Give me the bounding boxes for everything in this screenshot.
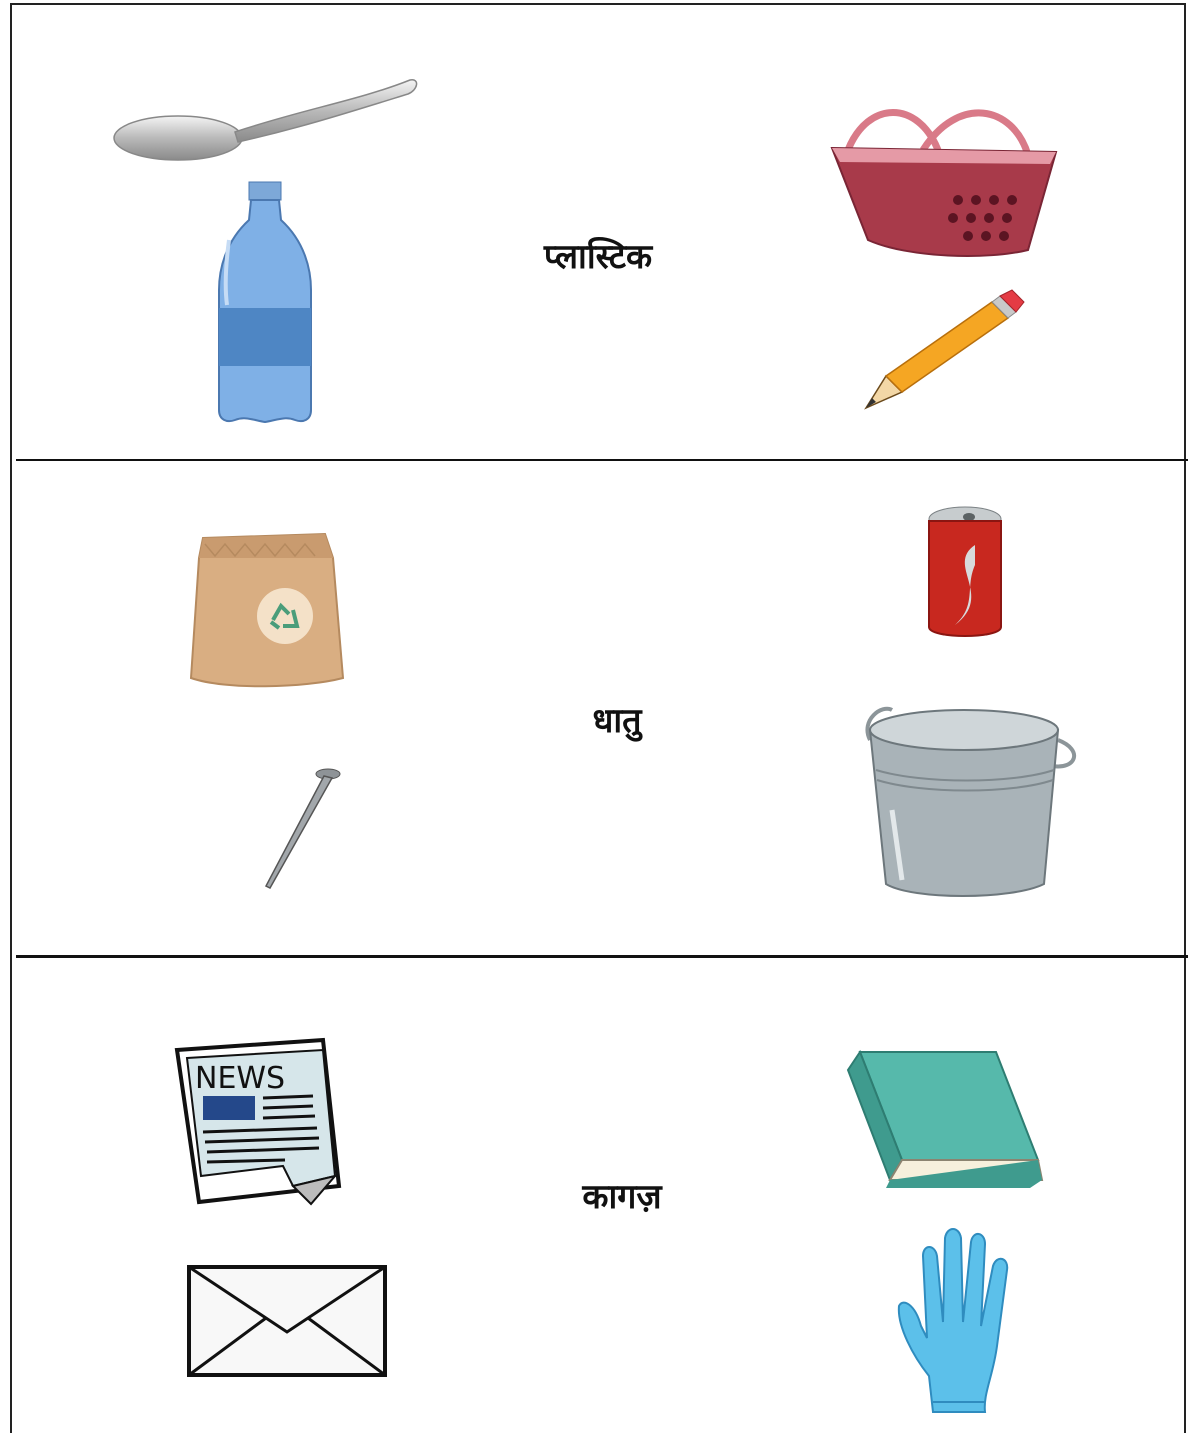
section-divider-1 <box>16 459 1188 461</box>
envelope-icon <box>186 1264 388 1378</box>
newspaper-icon <box>173 1036 343 1206</box>
spoon-icon <box>110 70 420 165</box>
pencil-icon <box>862 288 1027 413</box>
bucket-icon <box>862 700 1080 900</box>
basket-icon <box>828 100 1060 260</box>
book-icon <box>846 1050 1044 1190</box>
section-label-paper: कागज़ <box>582 1177 662 1217</box>
glove-icon <box>893 1226 1025 1414</box>
section-label-plastic: प्लास्टिक <box>543 237 653 277</box>
nail-icon <box>262 766 342 892</box>
section-divider-2 <box>16 955 1188 958</box>
plastic-bottle-icon <box>215 180 315 425</box>
newspaper-headline: NEWS <box>195 1061 286 1096</box>
paper-bag-icon <box>185 528 350 690</box>
section-label-metal: धातु <box>592 701 642 741</box>
soda-can-icon <box>925 505 1005 640</box>
